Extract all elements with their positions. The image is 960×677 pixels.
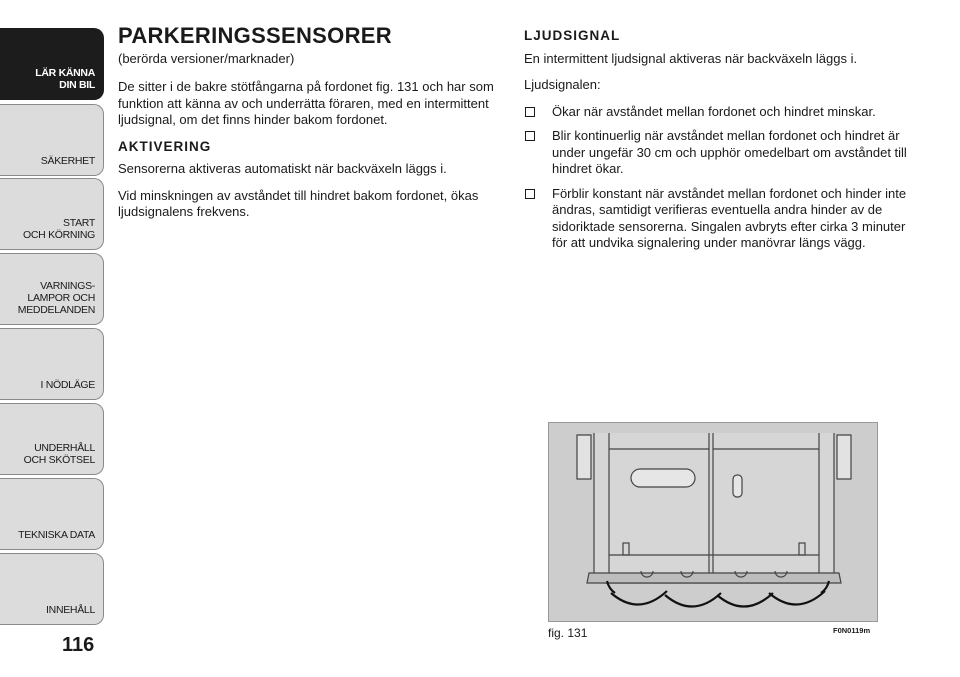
distance-paragraph: Vid minskningen av avståndet till hindret bakom fordonet, ökas ljudsignalens frekvens.	[118, 187, 479, 219]
tab-underhall[interactable]: UNDERHÅLL OCH SKÖTSEL	[0, 403, 104, 475]
right-column	[524, 28, 914, 260]
sound-signal-paragraph: En intermittent ljudsignal aktiveras när backväxeln läggs i.	[524, 50, 858, 66]
list-item: Ökar när avståndet mellan fordonet och hindret minskar.	[524, 104, 914, 121]
tab-sakerhet[interactable]: SÄKERHET	[0, 104, 104, 176]
subtitle: (berörda versioner/marknader)	[118, 50, 295, 66]
tab-innehall[interactable]: INNEHÅLL	[0, 553, 104, 625]
sound-signal-heading: LJUDSIGNAL	[524, 28, 621, 43]
van-rear-drawing	[549, 423, 877, 621]
sound-signal-intro: Ljudsignalen:	[524, 77, 601, 92]
list-item: Förblir konstant när avståndet mellan fordonet och hinder inte ändras, samtidigt verifieras eventuella andra hinder av de sidoriktade sensorerna. Singalen avbryts efter cirka 3 minuter för att undvika signalering under manövrar längs vägg.	[524, 186, 914, 252]
left-column	[118, 23, 498, 231]
checkbox-bullet-icon	[525, 107, 535, 117]
figure-code: F0N0119m	[833, 626, 871, 635]
activation-paragraph: Sensorerna aktiveras automatiskt när backväxeln läggs i.	[118, 161, 447, 176]
van-rear-sensor-illustration	[548, 422, 878, 622]
intro-paragraph: De sitter i de bakre stötfångarna på fordonet fig. 131 och har som funktion att känna av och underrätta föraren, med en intermittent ljudsignal, om det finns hinder bakom fordonet.	[118, 79, 494, 127]
list-item: Blir kontinuerlig när avståndet mellan fordonet och hindret är under ungefär 30 cm och upphör omedelbart om avståndet till hindret ökar.	[524, 128, 914, 178]
checkbox-bullet-icon	[525, 189, 535, 199]
sound-signal-list	[524, 104, 914, 252]
tab-lar-kanna-din-bil[interactable]: LÄR KÄNNA DIN BIL	[0, 28, 104, 100]
figure-caption: fig. 131	[548, 626, 588, 640]
tab-tekniska-data[interactable]: TEKNISKA DATA	[0, 478, 104, 550]
tab-i-nodlage[interactable]: I NÖDLÄGE	[0, 328, 104, 400]
activation-heading: AKTIVERING	[118, 138, 212, 154]
tab-start-och-korning[interactable]: START OCH KÖRNING	[0, 178, 104, 250]
checkbox-bullet-icon	[525, 131, 535, 141]
tab-varningslampor[interactable]: VARNINGS- LAMPOR OCH MEDDELANDEN	[0, 253, 104, 325]
page-number: 116	[62, 634, 95, 656]
page-title: PARKERINGSSENSORER	[118, 23, 392, 48]
